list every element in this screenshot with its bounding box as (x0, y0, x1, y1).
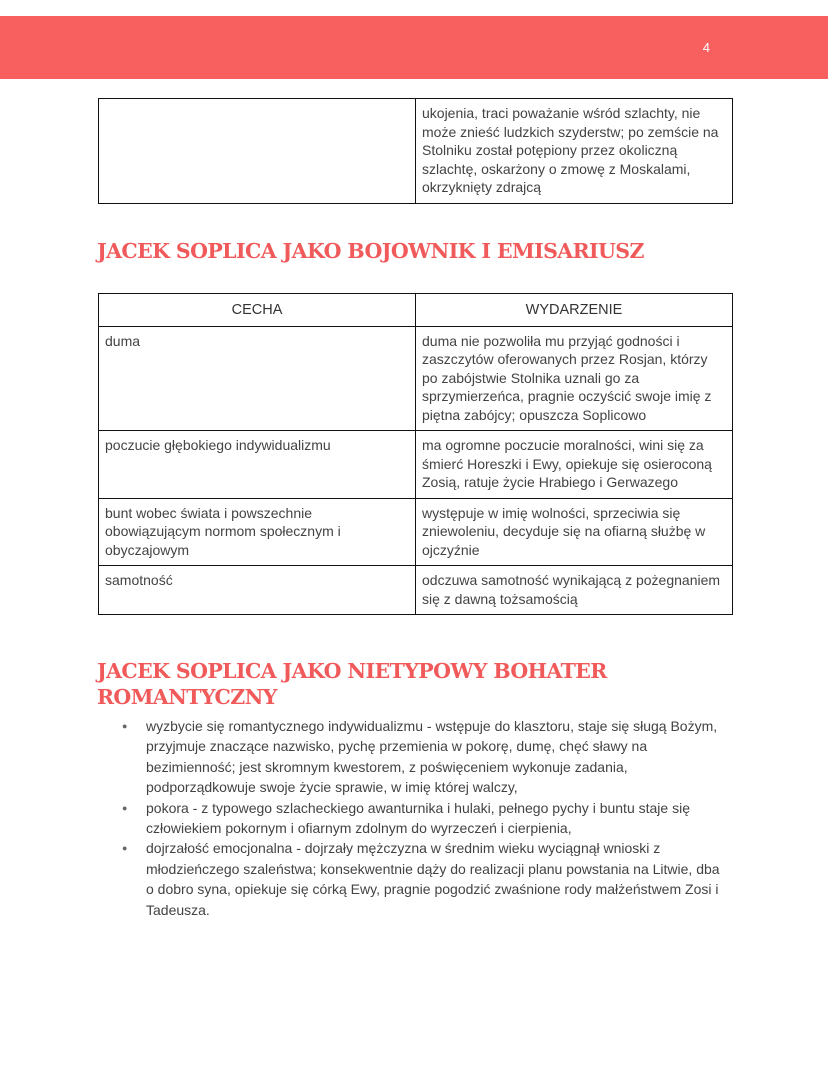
header-band (0, 16, 828, 79)
section-heading: JACEK SOPLICA JAKO BOJOWNIK I EMISARIUSZ (97, 239, 644, 263)
table-cell: odczuwa samotność wynikającą z pożegnaniem się z dawną tożsamością (416, 566, 733, 615)
traits-table (98, 293, 733, 615)
table-cell: bunt wobec świata i powszechnie obowiązującym normom społecznym i obyczajowym (99, 498, 416, 566)
list-item: ● dojrzałość emocjonalna - dojrzały mężczyzna w średnim wieku wyciągnął wnioski z młodzieńczego szaleństwa; konsekwentnie dąży do realizacji planu powstania na Litwie, dba o dobro syna, opiekuje się córką Ewy, pragnie pogodzić zwaśnione rody małżeństwem Zosi i Tadeusza. (120, 838, 730, 920)
table-cell: duma nie pozwoliła mu przyjąć godności i zaszczytów oferowanych przez Rosjan, którzy po zabójstwie Stolnika uznali go za sprzymierzeńca, pragnie oczyścić swoje imię z piętna zabójcy; opuszcza Soplicowo (416, 326, 733, 431)
table-row (99, 99, 733, 204)
table-cell: duma (99, 326, 416, 431)
page-number: 4 (702, 40, 710, 55)
table-header-row (99, 294, 733, 327)
list-item: ● pokora - z typowego szlacheckiego awanturnika i hulaki, pełnego pychy i buntu staje się człowiekiem pokornym i ofiarnym zdolnym do wyrzeczeń i cierpienia, (120, 798, 730, 839)
table-row (99, 498, 733, 566)
list-item: ● wyzbycie się romantycznego indywidualizmu - wstępuje do klasztoru, staje się sługą Bożym, przyjmuje znaczące nazwisko, pychę przemienia w pokorę, dumę, chęć sławy na bezimienność; jest skromnym kwestorem, z poświęceniem wykonuje zadania, podporządkowuje swoje życie sprawie, w imię której walczy, (120, 716, 730, 798)
table-cell: ma ogromne poczucie moralności, wini się za śmierć Horeszki i Ewy, opiekuje się osieroconą Zosią, ratuje życie Hrabiego i Gerwazego (416, 431, 733, 499)
table-cell: występuje w imię wolności, sprzeciwia się zniewoleniu, decyduje się na ofiarną służbę w ojczyźnie (416, 498, 733, 566)
table-cell: ukojenia, traci poważanie wśród szlachty, nie może znieść ludzkich szyderstw; po zemście na Stolniku został potępiony przez okoliczną szlachtę, oskarżony o zmowę z Moskalami, okrzyknięty zdrajcą (416, 99, 733, 204)
continuation-table (98, 98, 733, 204)
table-row (99, 431, 733, 499)
table-cell: poczucie głębokiego indywidualizmu (99, 431, 416, 499)
section-heading: JACEK SOPLICA JAKO NIETYPOWY BOHATER ROMANTYCZNY (97, 659, 607, 709)
bullet-list (120, 716, 730, 920)
column-header-cecha: CECHA (99, 294, 416, 327)
column-header-wydarzenie: WYDARZENIE (416, 294, 733, 327)
table-cell: samotność (99, 566, 416, 615)
table-row (99, 326, 733, 431)
table-row (99, 566, 733, 615)
table-cell (99, 99, 416, 204)
